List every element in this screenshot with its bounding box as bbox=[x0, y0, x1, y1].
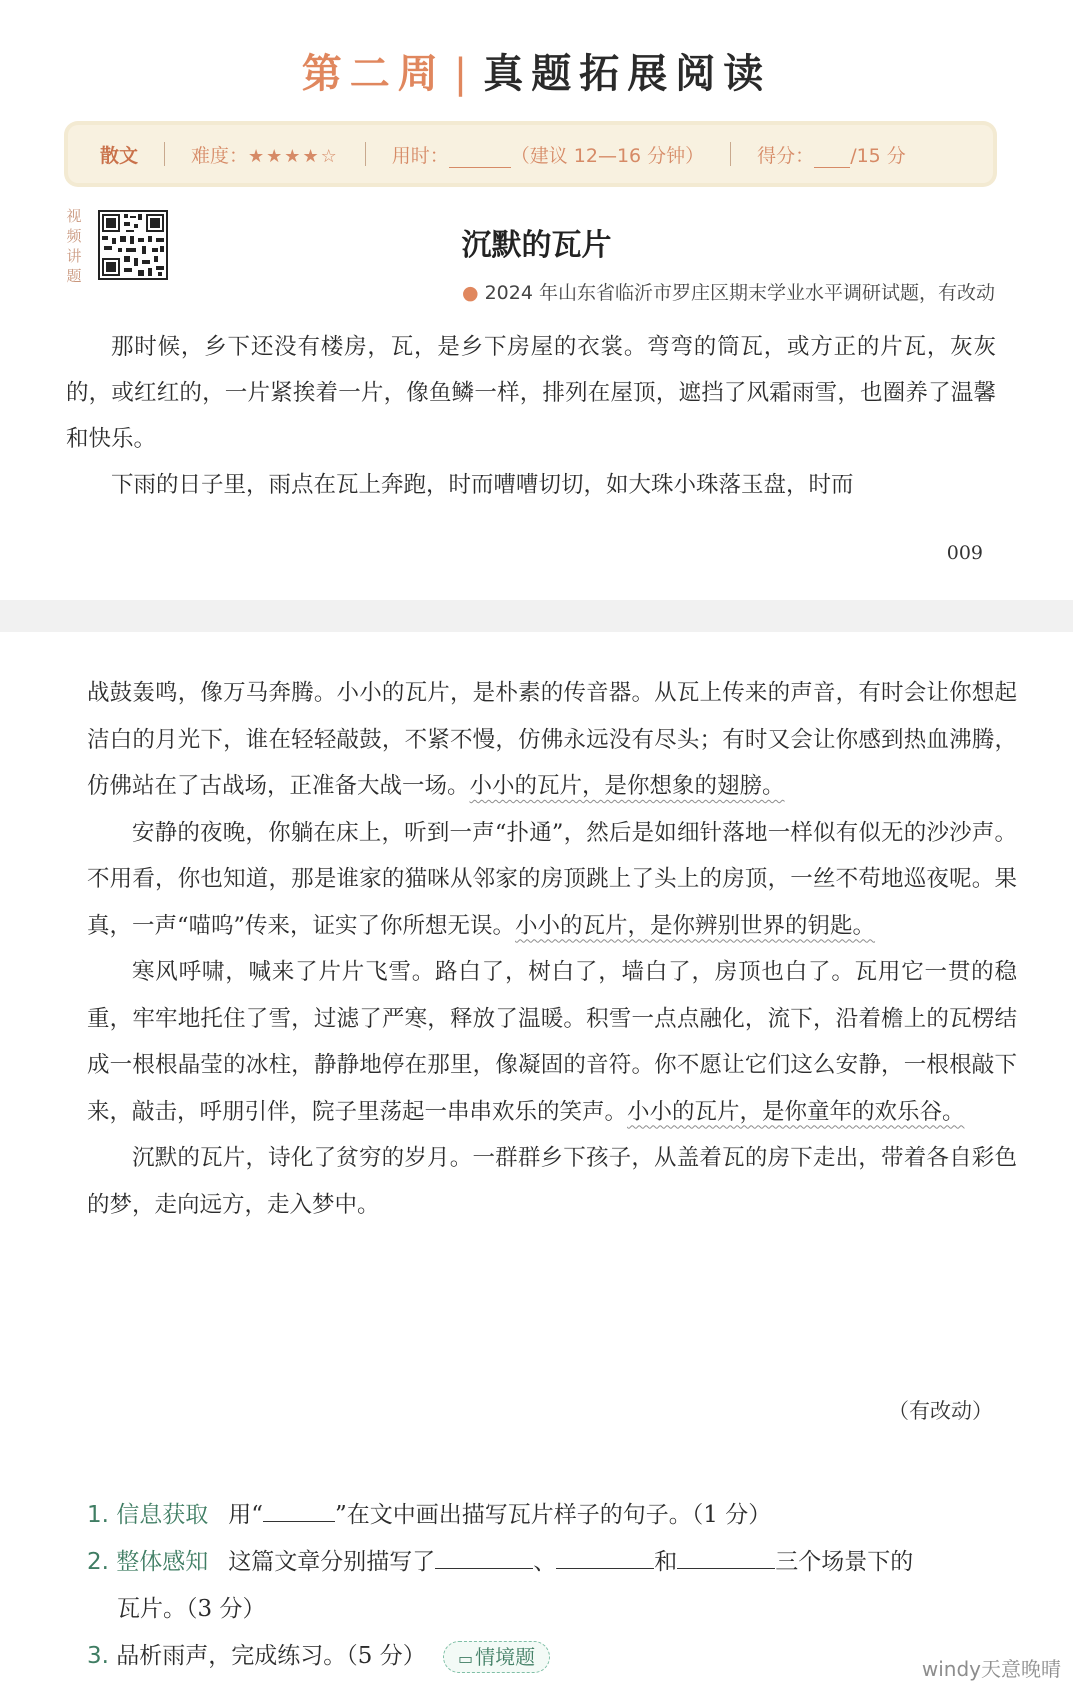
answer-blank[interactable] bbox=[263, 1497, 335, 1522]
paragraph-3-text: 安静的夜晚，你躺在床上，听到一声“扑通”，然后是如细针落地一样似有似无的沙沙声。不用看，你也知道，那是谁家的猫咪从邻家的房顶跳上了头上的房顶，一丝不苟地巡夜呢。果真，一声“喵呜”传来，证实了你所想无误。 bbox=[87, 819, 1017, 939]
week-label: 第二周 bbox=[301, 51, 446, 97]
marked-sentence-1: 小小的瓦片，是你想象的翅膀。 bbox=[469, 773, 785, 799]
answer-blank[interactable] bbox=[556, 1544, 654, 1569]
marked-sentence-2: 小小的瓦片，是你辨别世界的钥匙。 bbox=[515, 912, 876, 939]
chat-icon: ▭ bbox=[458, 1649, 474, 1668]
scenario-badge bbox=[443, 1641, 550, 1673]
genre-label: 散文 bbox=[100, 144, 139, 167]
source-text: 2024 年山东省临沂市罗庄区期末学业水平调研试题，有改动 bbox=[484, 282, 995, 304]
article-source bbox=[462, 278, 995, 305]
answer-blank[interactable] bbox=[435, 1544, 533, 1569]
article-body-page2 bbox=[87, 670, 1017, 1228]
paragraph-2-cont bbox=[87, 670, 1017, 810]
score-blank[interactable] bbox=[814, 149, 850, 168]
page-top bbox=[0, 0, 1073, 600]
paragraph-5: 沉默的瓦片，诗化了贫穷的岁月。一群群乡下孩子，从盖着瓦的房下走出，带着各自彩色的梦，走向远方，走入梦中。 bbox=[87, 1145, 1017, 1218]
page-header bbox=[0, 42, 1073, 99]
time-suggestion: （建议 12—16 分钟） bbox=[510, 144, 705, 167]
watermark: windy天意晚晴 bbox=[921, 1657, 1061, 1681]
paragraph-3 bbox=[87, 810, 1017, 950]
question-tag: 信息获取 bbox=[116, 1502, 209, 1528]
paragraph-2-text: 战鼓轰鸣，像万马奔腾。小小的瓦片，是朴素的传音器。从瓦上传来的声音，有时会让你想起洁白的月光下，谁在轻轻敲鼓，不紧不慢，仿佛永远没有尽头；有时又会让你感到热血沸腾，仿佛站在了古战场，正准备大战一场。 bbox=[87, 680, 1017, 799]
header-title: 真题拓展阅读 bbox=[483, 51, 772, 97]
question-number: 2. bbox=[87, 1549, 109, 1575]
question-2-cont: 瓦片。（3 分） bbox=[117, 1596, 266, 1622]
question-number: 1. bbox=[87, 1502, 109, 1528]
question-2 bbox=[87, 1539, 1022, 1586]
question-sep: 和 bbox=[654, 1549, 678, 1575]
page-bottom bbox=[0, 632, 1073, 1692]
difficulty bbox=[165, 141, 365, 168]
edited-note: （有改动） bbox=[888, 1399, 993, 1423]
time-blank[interactable] bbox=[449, 149, 511, 168]
video-label: 视频讲题 bbox=[66, 207, 82, 285]
drop-icon: ● bbox=[462, 282, 479, 304]
question-text: 品析雨声，完成练习。（5 分） bbox=[116, 1643, 426, 1669]
header-separator: | bbox=[453, 51, 476, 97]
info-bar bbox=[68, 125, 993, 183]
questions bbox=[87, 1492, 1022, 1680]
difficulty-stars-icon: ★★★★☆ bbox=[248, 145, 339, 167]
score-label: 得分： bbox=[757, 144, 815, 167]
paragraph-1: 那时候，乡下还没有楼房，瓦，是乡下房屋的衣裳。弯弯的筒瓦，或方正的片瓦，灰灰的，或红红的，一片紧挨着一片，像鱼鳞一样，排列在屋顶，遮挡了风霜雨雪，也圈养了温馨和快乐。 bbox=[66, 334, 996, 452]
question-1 bbox=[87, 1492, 1022, 1539]
time-spent bbox=[366, 141, 730, 168]
question-number: 3. bbox=[87, 1643, 109, 1669]
badge-label: 情境题 bbox=[475, 1645, 536, 1669]
score-total: /15 分 bbox=[850, 144, 906, 167]
difficulty-label: 难度： bbox=[191, 144, 249, 167]
time-label: 用时： bbox=[391, 144, 449, 167]
question-text: 三个场景下的 bbox=[775, 1549, 914, 1575]
paragraph-2-start: 下雨的日子里，雨点在瓦上奔跑，时而嘈嘈切切，如大珠小珠落玉盘，时而 bbox=[111, 472, 854, 498]
article-title: 沉默的瓦片 bbox=[461, 228, 612, 263]
score bbox=[731, 141, 932, 168]
page-gap bbox=[0, 600, 1073, 632]
answer-blank[interactable] bbox=[677, 1544, 775, 1569]
marked-sentence-3: 小小的瓦片，是你童年的欢乐谷。 bbox=[627, 1098, 965, 1125]
article-body-page1 bbox=[66, 324, 996, 508]
question-3 bbox=[87, 1633, 1022, 1680]
page-number: 009 bbox=[946, 542, 983, 564]
question-tag: 整体感知 bbox=[116, 1549, 209, 1575]
question-text: 用“ bbox=[228, 1502, 264, 1528]
question-text: ”在文中画出描写瓦片样子的句子。（1 分） bbox=[335, 1502, 772, 1528]
question-text: 这篇文章分别描写了 bbox=[228, 1549, 436, 1575]
paragraph-4 bbox=[87, 949, 1017, 1135]
question-sep: 、 bbox=[533, 1549, 557, 1575]
paragraph-4-text: 寒风呼啸，喊来了片片飞雪。路白了，树白了，墙白了，房顶也白了。瓦用它一贯的稳重，牢牢地托住了雪，过滤了严寒，释放了温暖。积雪一点点融化，流下，沿着檐上的瓦楞结成一根根晶莹的冰柱，静静地停在那里，像凝固的音符。你不愿让它们这么安静，一根根敲下来，敲击，呼朋引伴，院子里荡起一串串欢乐的笑声。 bbox=[87, 959, 1017, 1125]
